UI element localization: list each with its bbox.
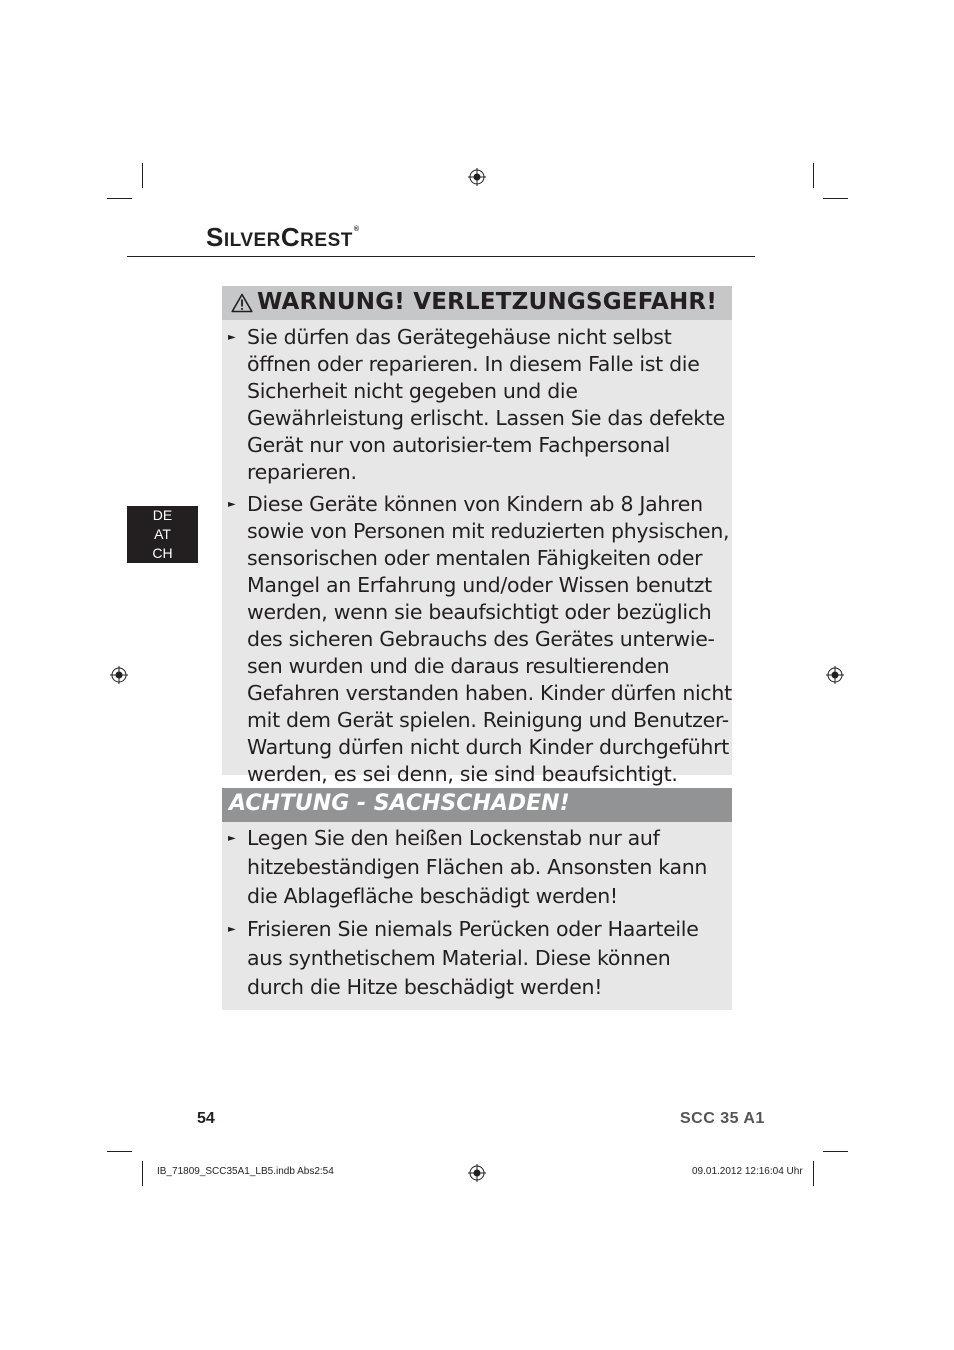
list-item-text: Diese Geräte können von Kindern ab 8 Jahren sowie von Personen mit reduzierten physischen, sensorischen oder mentalen Fähigkeiten oder Mangel an Erfahrung und/oder Wissen benutzt werden, wenn sie beaufsichtigt oder bezüglich des sicheren Gebrauchs des Gerätes unterwie-sen wurden und die daraus resultierenden Gefahren verstanden haben. Kinder dürfen nicht mit dem Gerät spielen. Reinigung und Benutzer-Wartung dürfen nicht durch Kinder durchgeführt werden, es sei denn, sie sind beaufsichtigt. xyxy=(247,492,732,786)
silvercrest-logo: SILVERCREST® xyxy=(206,222,360,252)
model-number: SCC 35 A1 xyxy=(680,1110,765,1127)
print-slug-timestamp: 09.01.2012 12:16:04 Uhr xyxy=(692,1166,803,1177)
warning-list xyxy=(222,324,732,788)
registration-mark-icon xyxy=(826,666,844,684)
registration-mark-icon xyxy=(110,666,128,684)
list-item xyxy=(222,491,732,788)
crop-mark xyxy=(813,1161,814,1186)
warning-box xyxy=(222,286,732,786)
caution-list xyxy=(222,824,732,1002)
crop-mark xyxy=(823,198,848,199)
crop-mark xyxy=(823,1151,848,1152)
warning-header xyxy=(222,286,732,320)
bullet-arrow-icon: ► xyxy=(228,499,236,510)
header-rule xyxy=(127,256,755,257)
registration-mark-icon xyxy=(468,1164,486,1182)
list-item xyxy=(222,824,732,911)
language-code: AT xyxy=(154,526,171,542)
crop-mark xyxy=(107,198,132,199)
caution-box xyxy=(222,788,732,1010)
language-code: CH xyxy=(152,545,173,561)
caution-header xyxy=(222,788,732,822)
bullet-arrow-icon: ► xyxy=(228,924,236,935)
caution-title: ACHTUNG - SACHSCHADEN! xyxy=(229,791,570,816)
list-item xyxy=(222,324,732,486)
crop-mark xyxy=(813,163,814,188)
warning-title: WARNUNG! VERLETZUNGSGEFAHR! xyxy=(257,289,718,315)
list-item-text: Legen Sie den heißen Lockenstab nur auf hitzebeständigen Flächen ab. Ansonsten kann die Ablagefläche beschädigt werden! xyxy=(247,826,708,908)
warning-triangle-icon xyxy=(231,293,253,313)
crop-mark xyxy=(107,1151,132,1152)
crop-mark xyxy=(142,1161,143,1186)
list-item-text: Frisieren Sie niemals Perücken oder Haarteile aus synthetischem Material. Diese können durch die Hitze beschädigt werden! xyxy=(247,917,699,999)
print-slug-file: IB_71809_SCC35A1_LB5.indb Abs2:54 xyxy=(157,1166,334,1177)
bullet-arrow-icon: ► xyxy=(228,332,236,343)
language-tab xyxy=(127,506,198,563)
language-code: DE xyxy=(152,507,173,523)
bullet-arrow-icon: ► xyxy=(228,833,236,844)
crop-mark xyxy=(142,163,143,188)
list-item xyxy=(222,915,732,1002)
list-item-text: Sie dürfen das Gerätegehäuse nicht selbst öffnen oder reparieren. In diesem Falle ist die Sicherheit nicht gegeben und die Gewährleistung erlischt. Lassen Sie das defekte Gerät nur von autorisier-tem Fachpersonal reparieren. xyxy=(247,325,725,484)
page-number: 54 xyxy=(197,1110,215,1127)
registration-mark-icon xyxy=(468,168,486,186)
